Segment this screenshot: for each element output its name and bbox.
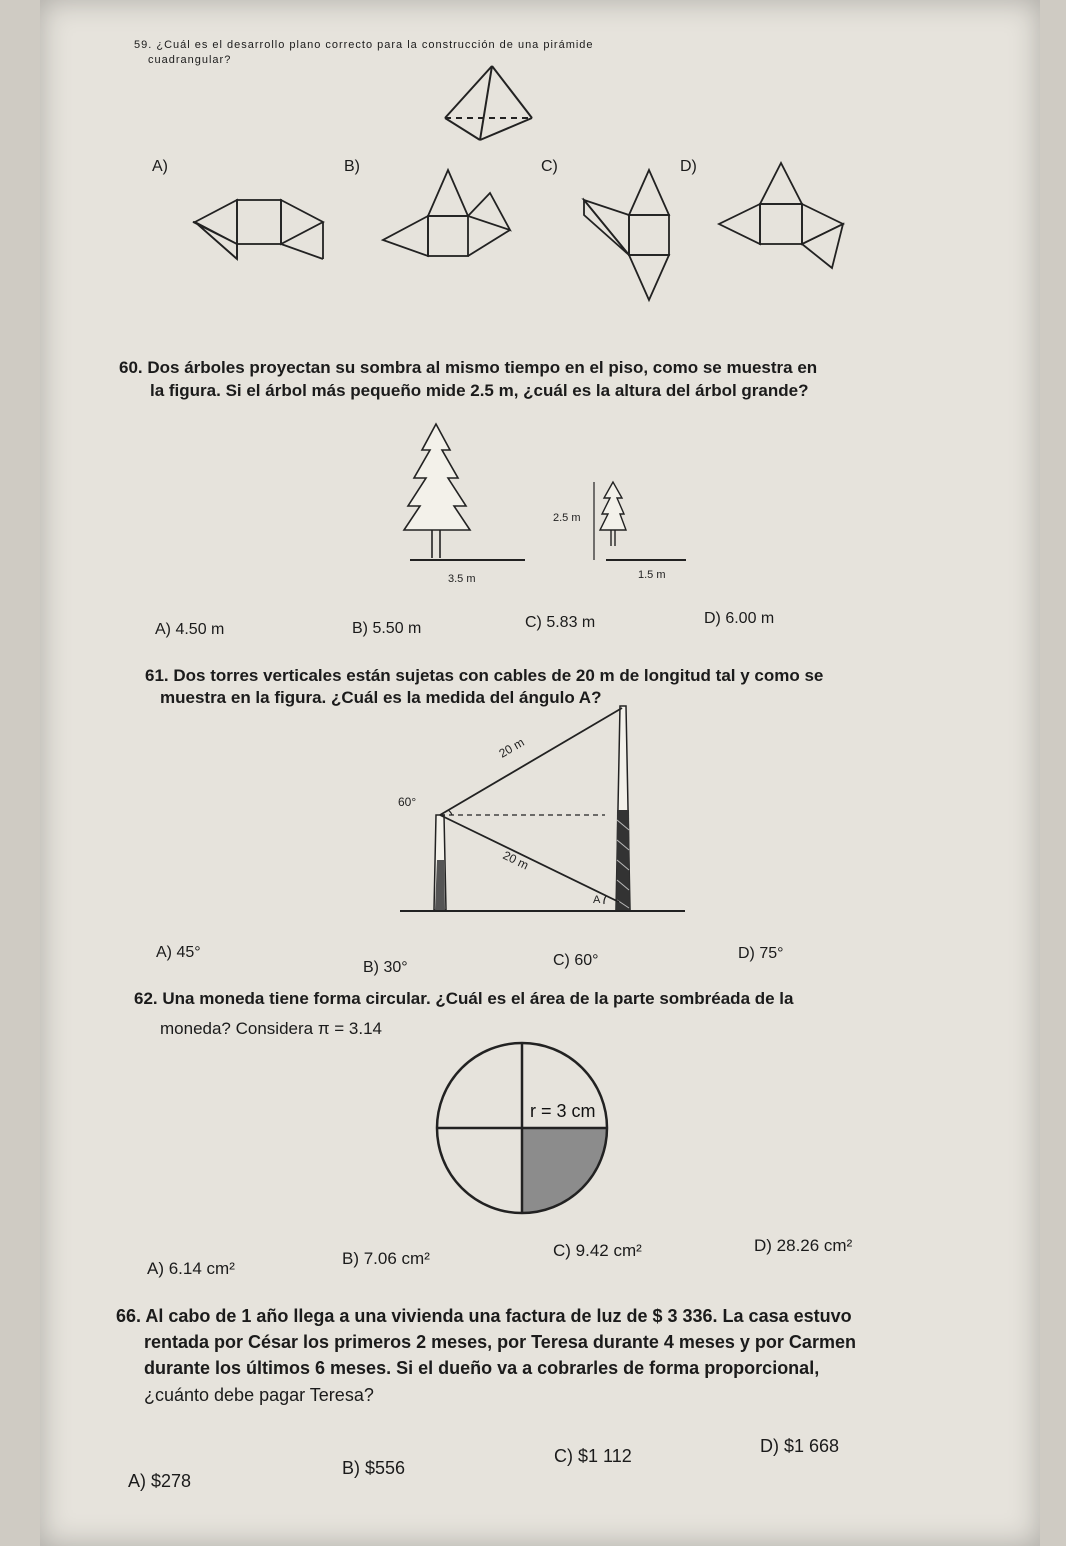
net-a xyxy=(193,200,323,259)
q66-option-d[interactable]: D) $1 668 xyxy=(760,1436,840,1456)
big-tree xyxy=(404,424,470,558)
q59-figures xyxy=(0,0,1066,310)
angle-a-label: A xyxy=(593,894,601,906)
q60-option-a[interactable]: A) 4.50 m xyxy=(155,621,225,638)
q61-towers-figure xyxy=(390,700,690,920)
q59-label-a: A) xyxy=(152,158,168,175)
q59-label-b: B) xyxy=(344,158,360,175)
q66-option-c[interactable]: C) $1 112 xyxy=(554,1446,632,1466)
q60-option-c[interactable]: C) 5.83 m xyxy=(525,614,596,631)
q59-label-c: C) xyxy=(541,158,558,175)
cable-bottom-label: 20 m xyxy=(500,848,531,873)
q60-option-d[interactable]: D) 6.00 m xyxy=(704,610,775,627)
small-shadow-label: 1.5 m xyxy=(638,569,666,581)
q61-option-c[interactable]: C) 60° xyxy=(553,952,599,969)
q60-option-b[interactable]: B) 5.50 m xyxy=(352,620,422,637)
cable-top-label: 20 m xyxy=(496,735,527,761)
q66-text-line1: 66. Al cabo de 1 año llega a una vivienda una factura de luz de $ 3 336. La casa estuvo xyxy=(116,1306,852,1326)
q60-trees-figure xyxy=(370,420,700,590)
q60-text-line1: 60. Dos árboles proyectan su sombra al mismo tiempo en el piso, como se muestra en xyxy=(119,358,818,377)
q62-text-line1: 62. Una moneda tiene forma circular. ¿Cuál es el área de la parte sombréada de la xyxy=(134,989,794,1008)
q62-option-c[interactable]: C) 9.42 cm² xyxy=(553,1241,642,1260)
q61-option-a[interactable]: A) 45° xyxy=(156,944,201,961)
q59-text: 59. ¿Cuál es el desarrollo plano correcto para la construcción de una pirámide xyxy=(134,39,594,51)
q61-text-line2: muestra en la figura. ¿Cuál es la medida del ángulo A? xyxy=(160,688,602,707)
q66-text-line4: ¿cuánto debe pagar Teresa? xyxy=(144,1385,374,1405)
net-d xyxy=(719,163,843,268)
q61-option-b[interactable]: B) 30° xyxy=(363,959,408,976)
q62-option-a[interactable]: A) 6.14 cm² xyxy=(147,1259,235,1278)
big-shadow-label: 3.5 m xyxy=(448,573,476,585)
q62-coin-figure xyxy=(430,1040,620,1215)
q66-text-line2: rentada por César los primeros 2 meses, por Teresa durante 4 meses y por Carmen xyxy=(144,1332,856,1352)
small-height-label: 2.5 m xyxy=(553,512,581,524)
small-tree xyxy=(600,482,626,546)
q59-text-cont: cuadrangular? xyxy=(148,54,232,66)
right-tower xyxy=(616,706,630,910)
q66-option-a[interactable]: A) $278 xyxy=(128,1471,192,1491)
q61-option-d[interactable]: D) 75° xyxy=(738,945,784,962)
q62-text-line2: moneda? Considera π = 3.14 xyxy=(160,1019,383,1038)
pyramid-figure xyxy=(445,66,532,140)
radius-label: r = 3 cm xyxy=(530,1101,596,1121)
net-c xyxy=(584,170,669,300)
q61-text-line1: 61. Dos torres verticales están sujetas con cables de 20 m de longitud tal y como se xyxy=(145,666,824,685)
left-tower xyxy=(434,815,446,910)
q62-option-d[interactable]: D) 28.26 cm² xyxy=(754,1236,853,1255)
q66-text-line3: durante los últimos 6 meses. Si el dueño va a cobrarles de forma proporcional, xyxy=(144,1358,820,1378)
q62-option-b[interactable]: B) 7.06 cm² xyxy=(342,1249,430,1268)
q59-label-d: D) xyxy=(680,158,697,175)
angle-60-label: 60° xyxy=(398,795,417,809)
q60-text-line2: la figura. Si el árbol más pequeño mide 2.5 m, ¿cuál es la altura del árbol grande? xyxy=(150,381,809,400)
net-b xyxy=(383,170,510,256)
q66-option-b[interactable]: B) $556 xyxy=(342,1458,406,1478)
